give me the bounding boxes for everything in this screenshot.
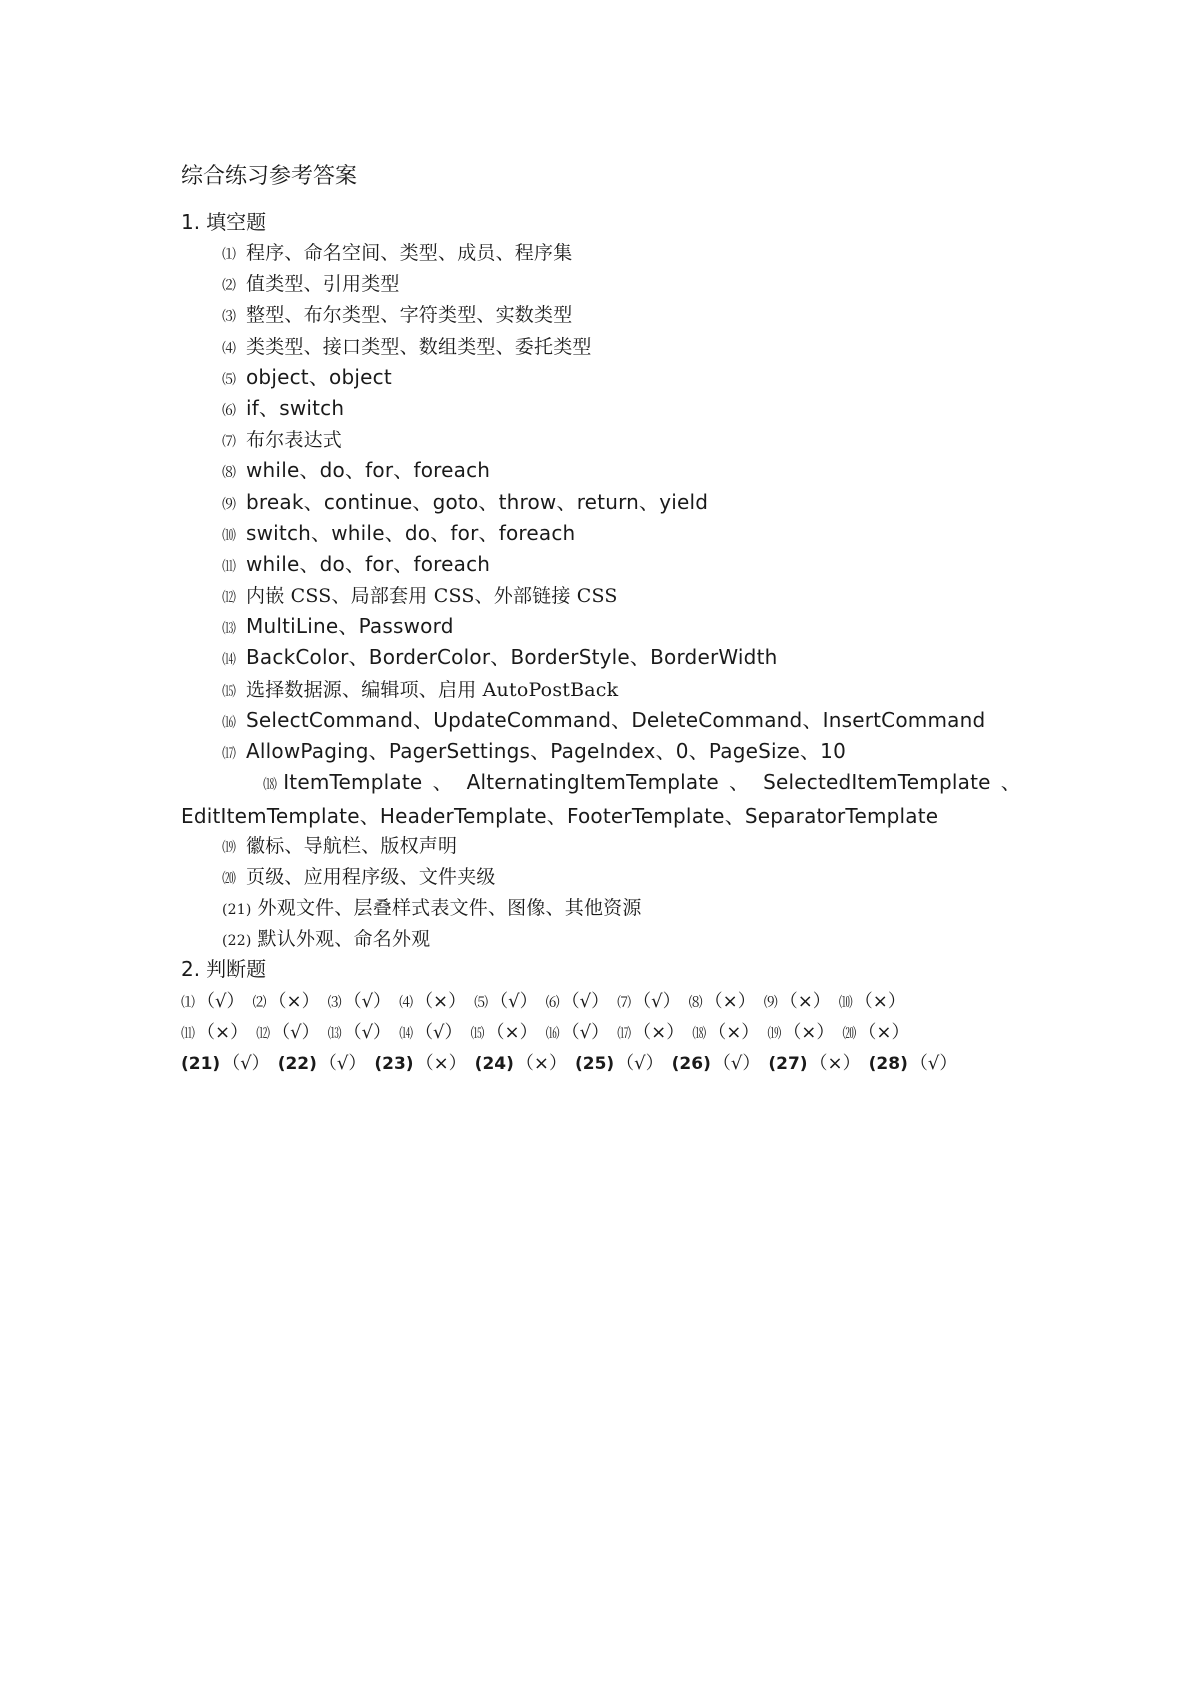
fill-in-item [181, 549, 1021, 580]
item-answer: break、continue、goto、throw、return、yield [246, 489, 709, 514]
section-heading-fill-in [181, 207, 266, 237]
item-number: ⒆ [222, 839, 237, 856]
item-number: (21) [222, 901, 252, 918]
item-number: ⑷ [222, 340, 237, 357]
item-answer: while、do、for、foreach [246, 458, 491, 483]
item-number: ⑻ [222, 465, 237, 482]
item-answer: 整型、布尔类型、字符类型、实数类型 [246, 304, 573, 327]
judgment-mark: （√） [633, 991, 681, 1012]
judgment-mark: （×） [415, 991, 467, 1012]
judgment-number: ⒇ [842, 1026, 857, 1043]
judgment-number: ⑿ [256, 1026, 271, 1043]
item-answer: 徽标、导航栏、版权声明 [246, 834, 458, 857]
judgment-mark: （×） [197, 1022, 249, 1044]
item-number: ⑿ [222, 590, 237, 607]
item-number: ⒄ [222, 746, 237, 762]
fill-in-item [181, 705, 1021, 736]
judgment-number: ⑷ [399, 995, 414, 1011]
judgment-number: ⒅ [692, 1026, 707, 1043]
item-answer: 页级、应用程序级、文件夹级 [246, 865, 496, 888]
item-number: ⒂ [222, 683, 237, 700]
item-number: ⒀ [222, 621, 237, 638]
item-answer: switch、while、do、for、foreach [246, 520, 576, 545]
judgment-number: (21) [181, 1054, 221, 1075]
judgment-number: (26) [671, 1054, 711, 1075]
fill-in-item [181, 736, 1021, 767]
section-number: 2. [181, 957, 201, 981]
judgment-mark: （×） [415, 1053, 467, 1075]
item-answer: 值类型、引用类型 [246, 273, 400, 296]
fill-in-item [181, 362, 1021, 393]
item-number: ⑾ [222, 558, 237, 575]
judgment-number: ⒃ [545, 1026, 560, 1043]
judgment-number: ⑽ [838, 995, 853, 1011]
item-number: ⒁ [222, 652, 237, 669]
item-answer: if、switch [246, 395, 345, 420]
item-number: ⒅ [263, 777, 278, 794]
page-title: 综合练习参考答案 [181, 164, 358, 189]
judgment-mark: （√） [415, 1022, 463, 1044]
judgment-number: ⑸ [474, 995, 489, 1011]
judgment-mark: （√） [197, 991, 245, 1012]
judgment-mark: （×） [779, 991, 831, 1012]
judgment-number: (24) [474, 1054, 514, 1075]
judgment-mark: （√） [272, 1022, 320, 1044]
fill-in-item [181, 331, 1021, 362]
section-number: 1. [181, 210, 201, 234]
fill-in-item [181, 861, 1021, 892]
judgment-number: ⑹ [545, 995, 560, 1011]
judgment-mark: （√） [343, 1022, 392, 1044]
section-label: 判断题 [206, 957, 267, 981]
fill-in-item [181, 611, 1021, 642]
judgment-mark: （×） [268, 991, 320, 1012]
fill-in-item [181, 393, 1021, 424]
item-number: ⑶ [222, 309, 237, 326]
item-answer: MultiLine、Password [246, 614, 454, 639]
section-heading-true-false [181, 954, 266, 984]
judgment-mark: （√） [343, 991, 392, 1012]
item-answer: 选择数据源、编辑项、启用 AutoPostBack [246, 678, 619, 701]
judgment-number: ⒁ [399, 1026, 414, 1043]
judgment-mark: （√） [616, 1053, 664, 1075]
item-number: ⑸ [222, 371, 237, 388]
fill-in-item [181, 580, 1021, 611]
item-number: ⑵ [222, 278, 237, 295]
item-answer: 默认外观、命名外观 [257, 928, 431, 951]
judgment-mark: （×） [809, 1053, 861, 1075]
fill-in-item [181, 923, 1021, 954]
item-number: ⑼ [222, 496, 237, 513]
item-answer: 程序、命名空间、类型、成员、程序集 [246, 242, 573, 264]
item-answer: SelectCommand、UpdateCommand、DeleteCommand、InsertCommand [246, 707, 986, 732]
fill-in-item [181, 487, 1021, 518]
item-answer: 外观文件、层叠样式表文件、图像、其他资源 [257, 896, 642, 919]
item-answer: ItemTemplate 、 AlternatingItemTemplate 、 SelectedItemTemplate 、 EditItemTemplate、HeaderTemplate、FooterTemplate、SeparatorTemplate [181, 770, 1021, 829]
fill-in-item [181, 237, 1021, 268]
judgment-number: ⒂ [470, 1026, 485, 1043]
judgment-number: ⑺ [617, 995, 632, 1011]
item-number: ⒃ [222, 714, 237, 731]
fill-in-item [181, 299, 1021, 330]
item-number: ⑺ [222, 434, 237, 451]
fill-in-item [181, 518, 1021, 549]
fill-in-answer-list [181, 237, 1021, 954]
fill-in-item [181, 642, 1021, 673]
judgment-row [181, 1048, 1001, 1079]
fill-in-item [181, 892, 1021, 923]
judgment-mark: （√） [490, 991, 538, 1012]
judgment-mark: （×） [633, 1022, 685, 1044]
item-answer: BackColor、BorderColor、BorderStyle、BorderWidth [246, 645, 778, 670]
judgment-number: (23) [374, 1054, 414, 1075]
judgment-mark: （√） [318, 1053, 367, 1075]
judgment-number: (27) [768, 1054, 808, 1075]
judgment-number: (28) [868, 1054, 908, 1075]
item-answer: 内嵌 CSS、局部套用 CSS、外部链接 CSS [246, 585, 618, 608]
item-number: ⑽ [222, 527, 237, 544]
judgment-number: ⒀ [327, 1026, 342, 1043]
judgment-number: (25) [574, 1054, 615, 1075]
fill-in-item [181, 830, 1021, 861]
judgment-mark: （×） [515, 1053, 567, 1075]
judgment-number: ⒆ [767, 1026, 782, 1043]
judgment-mark: （×） [858, 1022, 910, 1044]
item-answer: while、do、for、foreach [246, 551, 491, 576]
fill-in-item [181, 767, 1021, 829]
item-answer: AllowPaging、PagerSettings、PageIndex、0、PageSize、10 [246, 739, 847, 763]
fill-in-item [181, 455, 1021, 486]
judgment-mark: （√） [909, 1053, 958, 1075]
judgment-mark: （×） [783, 1022, 835, 1044]
item-number: ⑴ [222, 247, 237, 263]
judgment-mark: （√） [561, 991, 610, 1012]
judgment-number: ⑾ [181, 1026, 195, 1043]
section-label: 填空题 [206, 210, 267, 234]
judgment-mark: （√） [222, 1053, 270, 1075]
judgment-number: ⑵ [252, 995, 267, 1011]
judgment-row [181, 1017, 1001, 1048]
item-answer: object、object [246, 364, 392, 389]
judgment-number: ⑶ [327, 995, 342, 1011]
judgment-mark: （×） [704, 991, 756, 1012]
true-false-answer-list [181, 986, 1001, 1080]
fill-in-item [181, 674, 1021, 705]
item-answer: 布尔表达式 [246, 429, 343, 452]
judgment-number: ⑴ [181, 995, 195, 1011]
judgment-number: ⑼ [763, 995, 778, 1011]
item-number: (22) [222, 933, 252, 950]
judgment-number: ⒄ [617, 1026, 632, 1043]
judgment-mark: （×） [708, 1022, 760, 1044]
fill-in-item [181, 268, 1021, 299]
judgment-number: ⑻ [688, 995, 703, 1011]
item-number: ⒇ [222, 870, 237, 887]
judgment-mark: （×） [854, 991, 906, 1012]
item-number: ⑹ [222, 402, 237, 419]
judgment-row [181, 986, 1001, 1017]
item-answer: 类类型、接口类型、数组类型、委托类型 [246, 335, 592, 358]
judgment-mark: （√） [561, 1022, 610, 1044]
fill-in-item [181, 424, 1021, 455]
judgment-number: (22) [277, 1054, 317, 1075]
judgment-mark: （√） [712, 1053, 761, 1075]
judgment-mark: （×） [486, 1022, 538, 1044]
